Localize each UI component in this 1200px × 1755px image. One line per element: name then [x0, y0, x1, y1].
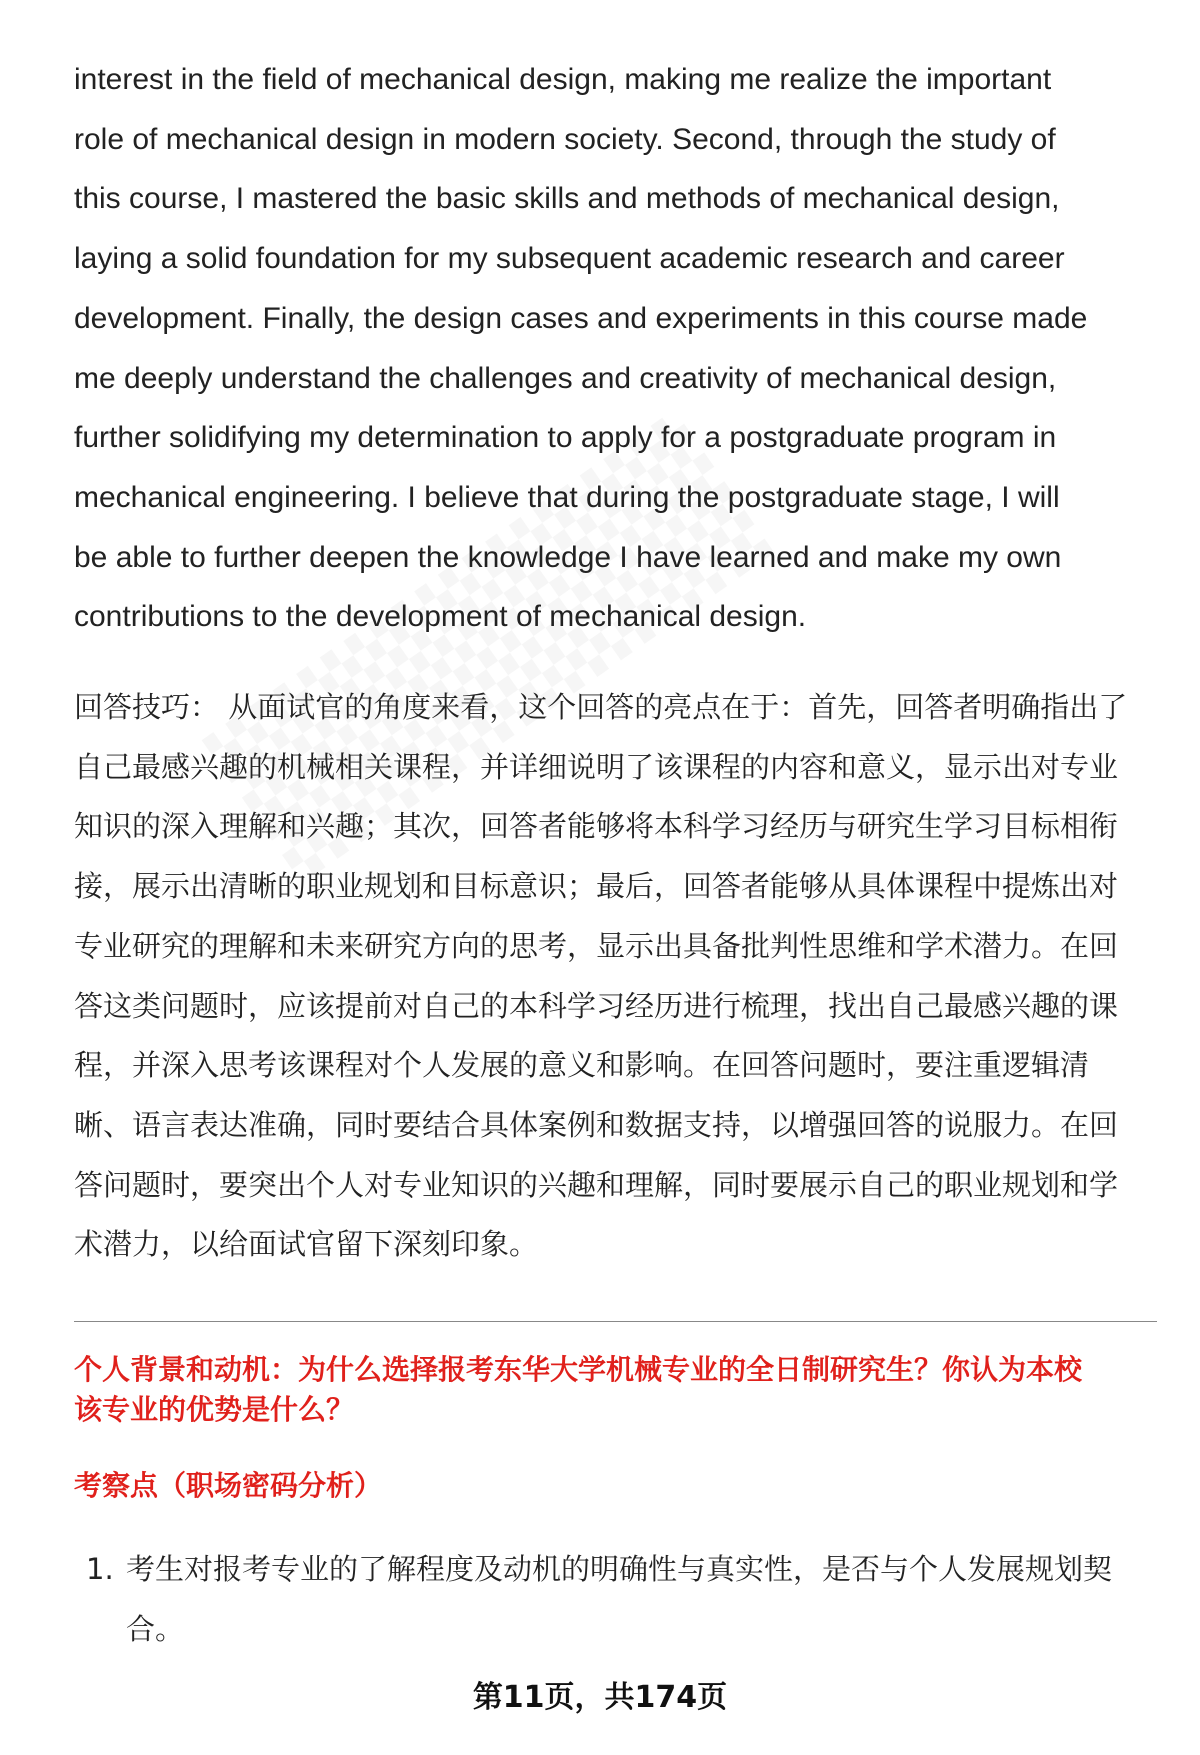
- list-number: 1.: [86, 1552, 114, 1586]
- text-line: 晰、语言表达准确，同时要结合具体案例和数据支持，以增强回答的说服力。在回: [74, 1107, 1119, 1142]
- answer-tip-paragraph: [74, 678, 1164, 1275]
- text-line: development. Finally, the design cases and experiments in this course made: [74, 301, 1088, 335]
- text-line: this course, I mastered the basic skills and methods of mechanical design,: [74, 182, 1060, 216]
- text-line: 回答技巧： 从面试官的角度来看，这个回答的亮点在于：首先，回答者明确指出了: [74, 690, 1128, 724]
- text-line: be able to further deepen the knowledge I have learned and make my own: [74, 540, 1062, 574]
- list-item: [74, 1540, 1164, 1659]
- text-line: me deeply understand the challenges and creativity of mechanical design,: [74, 361, 1057, 395]
- text-line: interest in the field of mechanical design, making me realize the important: [74, 63, 1052, 96]
- text-line: role of mechanical design in modern society. Second, through the study of: [74, 122, 1056, 156]
- text-line: 答这类问题时，应该提前对自己的本科学习经历进行梳理，找出自己最感兴趣的课: [74, 988, 1119, 1023]
- section-divider: [74, 1321, 1157, 1322]
- list-item-text: [126, 1540, 1164, 1659]
- heading-line: 该专业的优势是什么？: [74, 1393, 355, 1426]
- text-line: mechanical engineering. I believe that during the postgraduate stage, I will: [74, 480, 1060, 514]
- english-answer-paragraph: [74, 50, 1164, 647]
- question-heading: [74, 1350, 1164, 1430]
- page-number-footer: 第11页，共174页: [472, 1680, 728, 1715]
- text-line: laying a solid foundation for my subsequent academic research and career: [74, 242, 1065, 276]
- text-line: contributions to the development of mechanical design.: [74, 600, 807, 634]
- text-line: 知识的深入理解和兴趣；其次，回答者能够将本科学习经历与研究生学习目标相衔: [74, 809, 1119, 844]
- text-line: 术潜力，以给面试官留下深刻印象。: [74, 1227, 539, 1262]
- heading-line: 个人背景和动机：为什么选择报考东华大学机械专业的全日制研究生？你认为本校: [74, 1353, 1083, 1386]
- text-line: 程，并深入思考该课程对个人发展的意义和影响。在回答问题时，要注重逻辑清: [74, 1048, 1090, 1083]
- assessment-heading: 考察点（职场密码分析）: [74, 1469, 383, 1502]
- text-line: further solidifying my determination to apply for a postgraduate program in: [74, 421, 1057, 455]
- text-line: 答问题时，要突出个人对专业知识的兴趣和理解，同时要展示自己的职业规划和学: [74, 1167, 1119, 1202]
- text-line: 考生对报考专业的了解程度及动机的明确性与真实性，是否与个人发展规划契: [126, 1552, 1113, 1586]
- text-line: 专业研究的理解和未来研究方向的思考，显示出具备批判性思维和学术潜力。在回: [74, 928, 1119, 963]
- assessment-list: [74, 1540, 1164, 1659]
- text-line: 自己最感兴趣的机械相关课程，并详细说明了该课程的内容和意义，显示出对专业: [74, 749, 1119, 784]
- text-line: 接，展示出清晰的职业规划和目标意识；最后，回答者能够从具体课程中提炼出对: [74, 869, 1119, 904]
- text-line: 合。: [126, 1611, 185, 1646]
